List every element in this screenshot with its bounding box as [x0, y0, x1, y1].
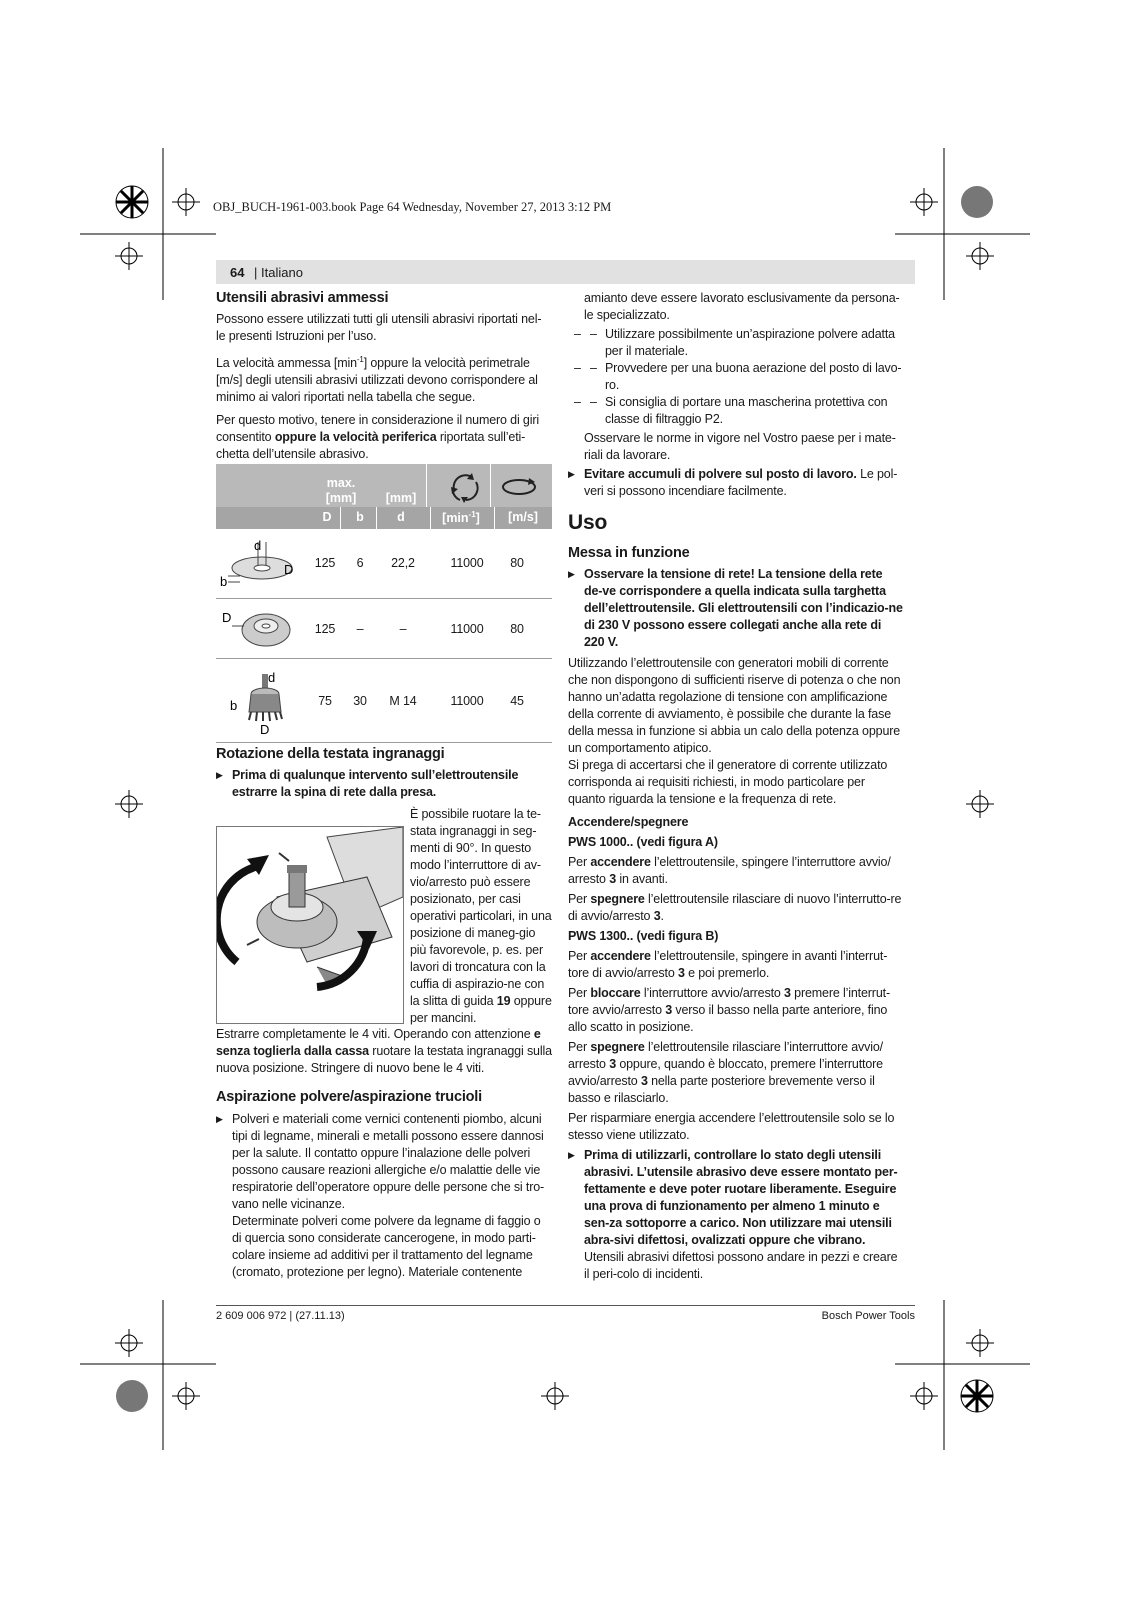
warning-bullet: ▶ Osservare la tensione di rete! La tensione della rete de-ve corrispondere a quella indicata sulla targhetta dell’elettroutensile. Gli elettroutensili con l’indicazio-ne di 230 V possono essere collegati anche alla rete di 220 V.	[568, 566, 904, 651]
registration-mark-icon	[910, 1382, 938, 1410]
dash-item: – – Si consiglia di portare una mascherina protettiva con classe di filtraggio P2.	[568, 394, 904, 428]
registration-mark-icon	[966, 790, 994, 818]
row-divider	[216, 658, 552, 659]
subheading-pws1000: PWS 1000.. (vedi figura A)	[568, 835, 718, 849]
subheading-accendere: Accendere/spegnere	[568, 815, 689, 829]
registration-mark-icon	[966, 242, 994, 270]
heading-aspirazione: Aspirazione polvere/aspirazione trucioli	[216, 1089, 482, 1105]
left-lower	[216, 1026, 552, 1281]
paragraph: Per accendere l’elettroutensile, spingere in avanti l’interrut-tore di avvio/arresto 3 e poi premerlo.	[568, 949, 888, 980]
dash-item: – – Provvedere per una buona aerazione del posto di lavo-ro.	[568, 360, 904, 394]
paragraph: Per spegnere l’elettroutensile rilasciare l’interruttore avvio/ arresto 3 oppure, quando è bloccato, premere l’interruttore avvio/arresto 3 nella parte posteriore brevemente verso il basso e rilasciarlo.	[568, 1040, 884, 1105]
left-column	[216, 290, 546, 463]
cell-D: 75	[318, 694, 332, 708]
heading-utensili: Utensili abrasivi ammessi	[216, 290, 389, 306]
footer-doc-number: 2 609 006 972 | (27.11.13)	[216, 1310, 345, 1322]
cell-d: 22,2	[391, 556, 415, 570]
warning-bullet: ▶ Prima di utilizzarli, controllare lo stato degli utensili abrasivi. L’utensile abrasivo deve essere montato per-fettamente e deve poter ruotare liberamente. Eseguire una prova di funzionamento per almeno 1 minuto e sen-za sottoporre a carico. Non utilizzare mai utensili abra-sivi difettosi, ovalizzati oppure che vibrano. Utensili abrasivi difettosi possono andare in pezzi e creare il peri-colo di incidenti.	[568, 1147, 904, 1283]
page-header-bar	[216, 260, 915, 284]
svg-text:d: d	[268, 670, 276, 685]
file-header: OBJ_BUCH-1961-003.book Page 64 Wednesday, November 27, 2013 3:12 PM	[213, 200, 612, 214]
rotation-text: È possibile ruotare la te-stata ingranaggi in seg-menti di 90°. In questo modo l’interruttore di av-vio/arresto può essere posizionato, per casi operativi particolari, in una posizione di maneg-gio più favorevole, p. es. per lavori di troncatura con la cuffia di aspirazio-ne con la slitta di guida 19 oppure per mancini.	[410, 807, 552, 1025]
svg-text:b: b	[220, 574, 228, 589]
warning-bullet: ▶ Prima di qualunque intervento sull’elettroutensile estrarre la spina di rete dalla presa.	[216, 767, 552, 801]
registration-mark-icon	[966, 1329, 994, 1357]
row-divider	[216, 598, 552, 599]
cell-min: 11000	[450, 694, 484, 708]
paragraph: Utilizzando l’elettroutensile con generatori mobili di corrente che non dispongono di sufficienti riserve di potenza o che non hanno un’adatta regolazione di tensione con amplificazione della corrente di avviamento, è possibile che durante la fase della messa in funzione si abbia un calo della potenza oppure un comportamento atipico.	[568, 656, 901, 755]
paragraph: Per risparmiare energia accendere l’elettroutensile solo se lo stesso viene utilizzato.	[568, 1111, 895, 1142]
cup-brush-figure	[224, 668, 300, 738]
paragraph: Estrarre completamente le 4 viti. Operando con attenzione e senza toglierla dalla cassa ruotare la testata ingranaggi sulla nuova posizione. Stringere di nuovo bene le 4 viti.	[216, 1027, 552, 1075]
cell-min: 11000	[450, 622, 484, 636]
svg-text:D: D	[222, 610, 232, 625]
paragraph: Per bloccare l’interruttore avvio/arresto 3 premere l’interrut-tore avvio/arresto 3 verso il basso nella parte anteriore, fino allo scatto in posizione.	[568, 986, 890, 1034]
cell-ms: 80	[510, 556, 524, 570]
registration-mark-icon	[172, 1382, 200, 1410]
dust-bullet: ▶ Polveri e materiali come vernici contenenti piombo, alcuni tipi di legname, minerali e metalli possono essere dannosi per la salute. Il contatto oppure l’inalazione delle polveri possono causare reazioni allergiche e/o malattie delle vie respiratorie dell’operatore oppure delle persone che si tro-vano nelle vicinanze.	[216, 1111, 552, 1213]
language-name: Italiano	[261, 265, 303, 280]
paragraph: Per accendere l’elettroutensile, spingere l’interruttore avvio/ arresto 3 in avanti.	[568, 855, 891, 886]
paragraph: La velocità ammessa $[\min^{-1}]$ oppure la velocità perimetrale [m/s] degli utensili abrasivi utilizzati devono corrispondere al minimo ai valori riportati nella tabella che segue.	[216, 355, 538, 405]
paragraph: Per questo motivo, tenere in considerazione il numero di giri consentito oppure la velocità periferica riportata sull’eti-chetta dell’utensile abrasivo.	[216, 413, 539, 462]
right-column	[568, 290, 904, 1283]
paragraph: amianto deve essere lavorato esclusivamente da persona-le specializzato.	[584, 291, 900, 322]
grinding-disc-figure	[220, 538, 300, 594]
registration-mark-icon	[115, 790, 143, 818]
heading-uso: Uso	[568, 511, 608, 534]
heading-messa: Messa in funzione	[568, 545, 690, 561]
registration-mark-icon	[172, 188, 200, 216]
subheading-pws1300: PWS 1300.. (vedi figura B)	[568, 929, 719, 943]
gray-circle-mark-icon	[961, 186, 993, 218]
cell-d: –	[399, 622, 407, 636]
cell-b: 30	[353, 694, 367, 708]
page-number: 64	[230, 265, 245, 280]
dash-item: – – Utilizzare possibilmente un’aspirazione polvere adatta per il materiale.	[568, 326, 904, 360]
peripheral-speed-icon	[500, 476, 538, 498]
svg-text:b: b	[230, 698, 238, 713]
table-unit-row: D b d $[\min^{-1}]$ [m/s]	[216, 507, 552, 529]
heading-rotazione: Rotazione della testata ingranaggi	[216, 746, 445, 762]
cell-ms: 80	[510, 622, 524, 636]
cell-b: 6	[356, 556, 364, 570]
gray-circle-mark-icon	[116, 1380, 148, 1412]
cell-b: –	[356, 622, 364, 636]
row-divider	[216, 742, 552, 743]
svg-text:D: D	[284, 562, 294, 577]
registration-mark-icon	[115, 242, 143, 270]
starburst-mark-icon	[961, 1380, 993, 1412]
paragraph: Possono essere utilizzati tutti gli utensili abrasivi riportati nel-le presenti Istruzioni per l’uso.	[216, 312, 542, 343]
rotation-section	[216, 746, 552, 801]
registration-mark-icon	[115, 1329, 143, 1357]
paragraph: Per spegnere l’elettroutensile rilasciare di nuovo l’interrutto-re di avvio/arresto 3.	[568, 892, 902, 923]
cell-d: M 14	[389, 694, 417, 708]
table-header: max. [mm] [mm] D b d $[\min^{-1}]$ [m/s]	[216, 464, 552, 529]
svg-text:d: d	[254, 538, 262, 553]
cell-min: 11000	[450, 556, 484, 570]
paragraph: Si prega di accertarsi che il generatore di corrente utilizzato corrisponda ai requisiti richiesti, in modo particolare per quanto riguarda la tensione e la frequenza di rete.	[568, 758, 888, 806]
paragraph: Determinate polveri come polvere da legname di faggio o di quercia sono considerate cancerogene, in modo parti-colare insieme ad additivi per il trattamento del legname (cromato, protezione per legno). Materiale contenente	[232, 1214, 541, 1279]
cell-ms: 45	[510, 694, 524, 708]
cell-D: 125	[314, 556, 336, 570]
registration-mark-icon	[541, 1382, 569, 1410]
warning-bullet: ▶ Evitare accumuli di polvere sul posto di lavoro. Le pol-veri si possono incendiare facilmente.	[568, 466, 904, 500]
flap-disc-figure	[220, 604, 300, 654]
footer-brand: Bosch Power Tools	[821, 1310, 915, 1322]
svg-text:D: D	[260, 722, 270, 737]
registration-mark-icon	[910, 188, 938, 216]
paragraph: Osservare le norme in vigore nel Vostro paese per i mate-riali da lavorare.	[584, 431, 896, 462]
gear-head-rotation-figure	[216, 826, 404, 1024]
page-footer	[216, 1305, 915, 1322]
rotation-speed-icon	[448, 470, 482, 504]
cell-D: 125	[314, 622, 336, 636]
starburst-mark-icon	[116, 186, 148, 218]
language-label: | Italiano	[254, 265, 303, 280]
